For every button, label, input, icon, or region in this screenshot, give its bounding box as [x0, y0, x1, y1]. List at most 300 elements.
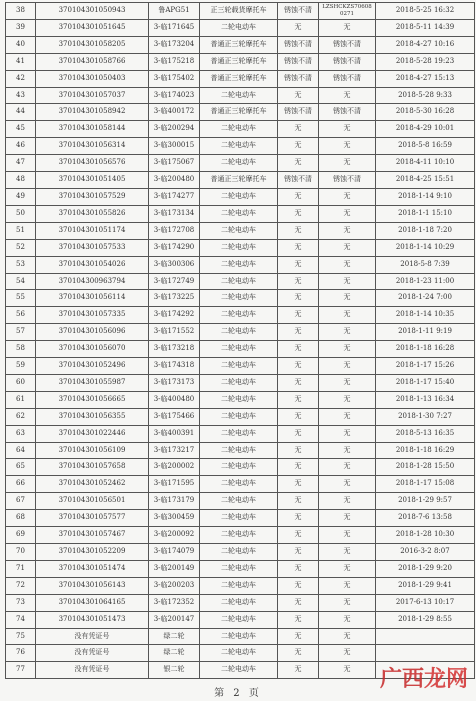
- cell-vehicle-type: 二轮电动车: [200, 560, 278, 577]
- cell-row-number: 50: [6, 205, 36, 222]
- cell-seized-time: 2018-7-6 13:58: [376, 510, 475, 527]
- cell-row-number: 53: [6, 256, 36, 273]
- cell-plate-number: 3-临200092: [149, 527, 200, 544]
- cell-engine-number: 无: [278, 290, 319, 307]
- cell-frame-number: 无: [319, 611, 376, 628]
- cell-row-number: 54: [6, 273, 36, 290]
- cell-voucher-number: 370104301056314: [36, 138, 149, 155]
- table-row: [6, 36, 475, 53]
- cell-voucher-number: 370104301058766: [36, 53, 149, 70]
- cell-frame-number: 无: [319, 358, 376, 375]
- cell-frame-number: 无: [319, 121, 376, 138]
- cell-row-number: 43: [6, 87, 36, 104]
- cell-voucher-number: 370104301052209: [36, 544, 149, 561]
- cell-row-number: 51: [6, 222, 36, 239]
- cell-vehicle-type: 二轮电动车: [200, 391, 278, 408]
- cell-seized-time: 2018-1-17 15:26: [376, 358, 475, 375]
- cell-plate-number: 3-临173134: [149, 205, 200, 222]
- cell-seized-time: 2018-4-27 15:13: [376, 70, 475, 87]
- cell-frame-number: 无: [319, 239, 376, 256]
- cell-frame-number: 无: [319, 138, 376, 155]
- watermark-text-part2: 龙网: [423, 667, 468, 692]
- cell-row-number: 55: [6, 290, 36, 307]
- cell-row-number: 60: [6, 374, 36, 391]
- cell-plate-number: 3-临200294: [149, 121, 200, 138]
- cell-seized-time: 2018-1-23 11:00: [376, 273, 475, 290]
- cell-seized-time: 2018-1-14 10:29: [376, 239, 475, 256]
- cell-vehicle-type: 二轮电动车: [200, 459, 278, 476]
- cell-row-number: 47: [6, 155, 36, 172]
- table-row: [6, 544, 475, 561]
- cell-engine-number: 无: [278, 155, 319, 172]
- cell-vehicle-type: 二轮电动车: [200, 87, 278, 104]
- cell-vehicle-type: 二轮电动车: [200, 442, 278, 459]
- table-row: [6, 358, 475, 375]
- cell-plate-number: 3-临174318: [149, 358, 200, 375]
- cell-plate-number: 银二轮: [149, 662, 200, 679]
- cell-engine-number: 无: [278, 188, 319, 205]
- cell-frame-number: 无: [319, 594, 376, 611]
- cell-vehicle-type: 二轮电动车: [200, 290, 278, 307]
- cell-engine-number: 无: [278, 121, 319, 138]
- cell-seized-time: 2018-1-18 16:28: [376, 341, 475, 358]
- cell-voucher-number: 没有凭证号: [36, 645, 149, 662]
- cell-frame-number: 无: [319, 645, 376, 662]
- cell-engine-number: 无: [278, 391, 319, 408]
- cell-seized-time: 2018-1-29 9:41: [376, 577, 475, 594]
- cell-frame-number: 无: [319, 493, 376, 510]
- cell-engine-number: 锈蚀不清: [278, 36, 319, 53]
- cell-frame-number: 无: [319, 459, 376, 476]
- cell-engine-number: 锈蚀不清: [278, 172, 319, 189]
- cell-vehicle-type: 二轮电动车: [200, 544, 278, 561]
- cell-row-number: 72: [6, 577, 36, 594]
- cell-engine-number: 无: [278, 273, 319, 290]
- cell-voucher-number: 370104301051645: [36, 19, 149, 36]
- cell-plate-number: 3-临173217: [149, 442, 200, 459]
- cell-engine-number: 无: [278, 459, 319, 476]
- cell-frame-number: 无: [319, 87, 376, 104]
- cell-row-number: 45: [6, 121, 36, 138]
- cell-engine-number: 锈蚀不清: [278, 53, 319, 70]
- cell-seized-time: 2018-1-14 10:35: [376, 307, 475, 324]
- table-row: [6, 527, 475, 544]
- cell-row-number: 76: [6, 645, 36, 662]
- cell-voucher-number: 370104301057335: [36, 307, 149, 324]
- cell-seized-time: 2018-5-11 14:39: [376, 19, 475, 36]
- cell-row-number: 77: [6, 662, 36, 679]
- cell-voucher-number: 370104301056355: [36, 408, 149, 425]
- cell-engine-number: 无: [278, 239, 319, 256]
- cell-row-number: 41: [6, 53, 36, 70]
- cell-seized-time: 2018-4-25 15:51: [376, 172, 475, 189]
- cell-engine-number: 锈蚀不清: [278, 3, 319, 20]
- cell-seized-time: 2018-5-8 16:59: [376, 138, 475, 155]
- cell-voucher-number: 没有凭证号: [36, 628, 149, 645]
- cell-voucher-number: 370104301058942: [36, 104, 149, 121]
- table-row: [6, 307, 475, 324]
- cell-seized-time: 2018-1-11 9:19: [376, 324, 475, 341]
- cell-vehicle-type: 二轮电动车: [200, 594, 278, 611]
- cell-frame-number: 无: [319, 222, 376, 239]
- cell-frame-number: 无: [319, 273, 376, 290]
- cell-frame-number: 无: [319, 256, 376, 273]
- watermark-text-part1: 广西: [379, 667, 424, 692]
- cell-plate-number: 3-临171645: [149, 19, 200, 36]
- cell-frame-number: 无: [319, 560, 376, 577]
- cell-vehicle-type: 二轮电动车: [200, 358, 278, 375]
- cell-vehicle-type: 二轮电动车: [200, 188, 278, 205]
- cell-seized-time: [376, 645, 475, 662]
- cell-seized-time: 2018-1-14 9:10: [376, 188, 475, 205]
- cell-frame-number: 无: [319, 544, 376, 561]
- cell-voucher-number: 没有凭证号: [36, 662, 149, 679]
- cell-row-number: 65: [6, 459, 36, 476]
- cell-frame-number: 无: [319, 628, 376, 645]
- cell-voucher-number: 370104301056114: [36, 290, 149, 307]
- cell-frame-number: 无: [319, 662, 376, 679]
- cell-voucher-number: 370104301052496: [36, 358, 149, 375]
- cell-vehicle-type: 普通正三轮摩托车: [200, 36, 278, 53]
- cell-row-number: 70: [6, 544, 36, 561]
- cell-seized-time: 2017-6-13 10:17: [376, 594, 475, 611]
- cell-vehicle-type: 正三轮载货摩托车: [200, 3, 278, 20]
- cell-voucher-number: 370104301050403: [36, 70, 149, 87]
- cell-engine-number: 无: [278, 87, 319, 104]
- cell-row-number: 75: [6, 628, 36, 645]
- cell-voucher-number: 370104301064165: [36, 594, 149, 611]
- cell-seized-time: 2018-1-18 7:20: [376, 222, 475, 239]
- cell-engine-number: 无: [278, 594, 319, 611]
- cell-plate-number: 3-临300015: [149, 138, 200, 155]
- cell-plate-number: 3-临174079: [149, 544, 200, 561]
- cell-plate-number: 3-临200002: [149, 459, 200, 476]
- cell-plate-number: 3-临174292: [149, 307, 200, 324]
- cell-frame-number: 锈蚀不清: [319, 53, 376, 70]
- cell-vehicle-type: 二轮电动车: [200, 256, 278, 273]
- table-row: [6, 290, 475, 307]
- table-row: [6, 138, 475, 155]
- cell-plate-number: 3-临171595: [149, 476, 200, 493]
- cell-engine-number: 无: [278, 408, 319, 425]
- vehicle-list-table-container: [5, 2, 475, 679]
- cell-voucher-number: 370104301057529: [36, 188, 149, 205]
- cell-voucher-number: 370104301057467: [36, 527, 149, 544]
- cell-vehicle-type: 二轮电动车: [200, 307, 278, 324]
- cell-voucher-number: 370104301057037: [36, 87, 149, 104]
- cell-plate-number: 3-临173225: [149, 290, 200, 307]
- table-row: [6, 188, 475, 205]
- cell-voucher-number: 370104301055826: [36, 205, 149, 222]
- cell-row-number: 62: [6, 408, 36, 425]
- cell-vehicle-type: 普通正三轮摩托车: [200, 172, 278, 189]
- cell-seized-time: 2016-3-2 8:07: [376, 544, 475, 561]
- cell-frame-number: 无: [319, 476, 376, 493]
- cell-engine-number: 无: [278, 527, 319, 544]
- cell-seized-time: 2018-1-17 15:40: [376, 374, 475, 391]
- cell-seized-time: 2018-1-29 9:57: [376, 493, 475, 510]
- cell-row-number: 67: [6, 493, 36, 510]
- cell-vehicle-type: 二轮电动车: [200, 628, 278, 645]
- cell-vehicle-type: 普通正三轮摩托车: [200, 53, 278, 70]
- cell-plate-number: 3-临173204: [149, 36, 200, 53]
- cell-row-number: 74: [6, 611, 36, 628]
- table-row: [6, 645, 475, 662]
- cell-vehicle-type: 二轮电动车: [200, 493, 278, 510]
- cell-engine-number: 无: [278, 611, 319, 628]
- cell-seized-time: 2018-1-29 8:55: [376, 611, 475, 628]
- cell-seized-time: [376, 628, 475, 645]
- cell-frame-number: 无: [319, 577, 376, 594]
- cell-plate-number: 3-临200149: [149, 560, 200, 577]
- cell-row-number: 56: [6, 307, 36, 324]
- cell-plate-number: 3-临300306: [149, 256, 200, 273]
- cell-voucher-number: 370104301056109: [36, 442, 149, 459]
- cell-voucher-number: 370104301022446: [36, 425, 149, 442]
- cell-engine-number: 锈蚀不清: [278, 104, 319, 121]
- cell-row-number: 61: [6, 391, 36, 408]
- cell-plate-number: 3-临175466: [149, 408, 200, 425]
- cell-voucher-number: 370104301050943: [36, 3, 149, 20]
- table-row: [6, 341, 475, 358]
- cell-row-number: 38: [6, 3, 36, 20]
- cell-voucher-number: 370104301056665: [36, 391, 149, 408]
- cell-seized-time: 2018-5-30 16:28: [376, 104, 475, 121]
- table-row: [6, 104, 475, 121]
- cell-plate-number: 3-临174290: [149, 239, 200, 256]
- cell-engine-number: 无: [278, 662, 319, 679]
- cell-seized-time: 2018-4-11 10:10: [376, 155, 475, 172]
- cell-engine-number: 无: [278, 324, 319, 341]
- cell-seized-time: 2018-1-28 15:50: [376, 459, 475, 476]
- cell-vehicle-type: 二轮电动车: [200, 645, 278, 662]
- cell-vehicle-type: 二轮电动车: [200, 19, 278, 36]
- cell-vehicle-type: 二轮电动车: [200, 121, 278, 138]
- cell-frame-number: 无: [319, 391, 376, 408]
- table-row: [6, 155, 475, 172]
- cell-seized-time: 2018-5-28 9:33: [376, 87, 475, 104]
- cell-vehicle-type: 二轮电动车: [200, 408, 278, 425]
- cell-plate-number: 3-临300459: [149, 510, 200, 527]
- cell-vehicle-type: 二轮电动车: [200, 374, 278, 391]
- cell-plate-number: 3-临200203: [149, 577, 200, 594]
- cell-frame-number: LZSHCKZS70608 0271: [319, 3, 376, 20]
- cell-seized-time: 2018-5-28 19:23: [376, 53, 475, 70]
- cell-engine-number: 无: [278, 544, 319, 561]
- table-row: [6, 560, 475, 577]
- cell-engine-number: 无: [278, 374, 319, 391]
- table-row: [6, 408, 475, 425]
- cell-row-number: 48: [6, 172, 36, 189]
- table-row: [6, 256, 475, 273]
- cell-frame-number: 无: [319, 374, 376, 391]
- cell-voucher-number: 370104301051473: [36, 611, 149, 628]
- table-row: [6, 374, 475, 391]
- cell-vehicle-type: 普通正三轮摩托车: [200, 104, 278, 121]
- cell-frame-number: 无: [319, 188, 376, 205]
- cell-frame-number: 无: [319, 527, 376, 544]
- cell-frame-number: 锈蚀不清: [319, 70, 376, 87]
- cell-plate-number: 3-临400480: [149, 391, 200, 408]
- cell-engine-number: 无: [278, 442, 319, 459]
- table-row: [6, 577, 475, 594]
- cell-plate-number: 3-临174277: [149, 188, 200, 205]
- cell-row-number: 52: [6, 239, 36, 256]
- cell-plate-number: 3-临200147: [149, 611, 200, 628]
- cell-voucher-number: 370104301051474: [36, 560, 149, 577]
- cell-row-number: 66: [6, 476, 36, 493]
- cell-row-number: 40: [6, 36, 36, 53]
- cell-seized-time: 2018-1-13 16:34: [376, 391, 475, 408]
- cell-frame-number: 无: [319, 408, 376, 425]
- cell-engine-number: 无: [278, 510, 319, 527]
- cell-frame-number: 无: [319, 307, 376, 324]
- cell-vehicle-type: 二轮电动车: [200, 341, 278, 358]
- cell-voucher-number: 370104301056576: [36, 155, 149, 172]
- cell-frame-number: 无: [319, 155, 376, 172]
- cell-plate-number: 3-临200480: [149, 172, 200, 189]
- table-row: [6, 611, 475, 628]
- cell-engine-number: 无: [278, 307, 319, 324]
- cell-frame-number: 锈蚀不清: [319, 104, 376, 121]
- table-row: [6, 510, 475, 527]
- cell-frame-number: 无: [319, 19, 376, 36]
- cell-voucher-number: 370104301056501: [36, 493, 149, 510]
- cell-engine-number: 无: [278, 222, 319, 239]
- cell-voucher-number: 370104301058144: [36, 121, 149, 138]
- table-row: [6, 172, 475, 189]
- table-row: [6, 239, 475, 256]
- cell-frame-number: 锈蚀不清: [319, 172, 376, 189]
- cell-row-number: 64: [6, 442, 36, 459]
- cell-seized-time: 2018-4-29 10:01: [376, 121, 475, 138]
- cell-engine-number: 无: [278, 560, 319, 577]
- table-row: [6, 391, 475, 408]
- cell-vehicle-type: 二轮电动车: [200, 510, 278, 527]
- table-row: [6, 324, 475, 341]
- cell-vehicle-type: 二轮电动车: [200, 138, 278, 155]
- cell-plate-number: 绿二轮: [149, 645, 200, 662]
- cell-voucher-number: 370104301051405: [36, 172, 149, 189]
- table-row: [6, 205, 475, 222]
- table-row: [6, 594, 475, 611]
- cell-plate-number: 3-临175218: [149, 53, 200, 70]
- cell-row-number: 57: [6, 324, 36, 341]
- cell-engine-number: 无: [278, 19, 319, 36]
- table-row: [6, 87, 475, 104]
- cell-row-number: 58: [6, 341, 36, 358]
- cell-seized-time: 2018-4-27 10:16: [376, 36, 475, 53]
- cell-vehicle-type: 二轮电动车: [200, 155, 278, 172]
- cell-frame-number: 无: [319, 341, 376, 358]
- cell-vehicle-type: 普通正三轮摩托车: [200, 70, 278, 87]
- cell-plate-number: 3-临173173: [149, 374, 200, 391]
- cell-plate-number: 3-临172352: [149, 594, 200, 611]
- cell-row-number: 46: [6, 138, 36, 155]
- cell-plate-number: 3-临400172: [149, 104, 200, 121]
- cell-voucher-number: 370104301057658: [36, 459, 149, 476]
- cell-engine-number: 无: [278, 425, 319, 442]
- cell-vehicle-type: 二轮电动车: [200, 324, 278, 341]
- cell-voucher-number: 370104301051174: [36, 222, 149, 239]
- vehicle-list-body: [6, 3, 475, 679]
- table-row: [6, 476, 475, 493]
- table-row: [6, 3, 475, 20]
- cell-row-number: 49: [6, 188, 36, 205]
- cell-row-number: 44: [6, 104, 36, 121]
- table-row: [6, 493, 475, 510]
- cell-row-number: 63: [6, 425, 36, 442]
- cell-vehicle-type: 二轮电动车: [200, 239, 278, 256]
- cell-plate-number: 3-临400391: [149, 425, 200, 442]
- cell-seized-time: 2018-1-24 7:00: [376, 290, 475, 307]
- cell-seized-time: 2018-1-30 7:27: [376, 408, 475, 425]
- cell-plate-number: 3-临172708: [149, 222, 200, 239]
- cell-frame-number: 无: [319, 205, 376, 222]
- cell-engine-number: 锈蚀不清: [278, 70, 319, 87]
- page-number: 第 2 页: [214, 688, 262, 699]
- cell-voucher-number: 370104301057533: [36, 239, 149, 256]
- cell-voucher-number: 370104301056070: [36, 341, 149, 358]
- cell-row-number: 69: [6, 527, 36, 544]
- cell-engine-number: 无: [278, 358, 319, 375]
- cell-row-number: 59: [6, 358, 36, 375]
- table-row: [6, 628, 475, 645]
- cell-seized-time: 2018-5-25 16:32: [376, 3, 475, 20]
- cell-voucher-number: 370104301056096: [36, 324, 149, 341]
- cell-seized-time: 2018-5-13 16:35: [376, 425, 475, 442]
- cell-vehicle-type: 二轮电动车: [200, 273, 278, 290]
- cell-seized-time: 2018-1-17 15:08: [376, 476, 475, 493]
- cell-frame-number: 锈蚀不清: [319, 36, 376, 53]
- cell-row-number: 71: [6, 560, 36, 577]
- table-row: [6, 459, 475, 476]
- cell-row-number: 39: [6, 19, 36, 36]
- cell-vehicle-type: 二轮电动车: [200, 222, 278, 239]
- watermark-logo: [380, 662, 468, 693]
- cell-seized-time: 2018-1-29 9:20: [376, 560, 475, 577]
- cell-voucher-number: 370104301057577: [36, 510, 149, 527]
- cell-vehicle-type: 二轮电动车: [200, 527, 278, 544]
- table-row: [6, 442, 475, 459]
- cell-frame-number: 无: [319, 290, 376, 307]
- cell-vehicle-type: 二轮电动车: [200, 425, 278, 442]
- cell-plate-number: 鲁APG51: [149, 3, 200, 20]
- cell-voucher-number: 370104301055987: [36, 374, 149, 391]
- cell-plate-number: 绿二轮: [149, 628, 200, 645]
- cell-vehicle-type: 二轮电动车: [200, 611, 278, 628]
- cell-frame-number: 无: [319, 425, 376, 442]
- cell-engine-number: 无: [278, 476, 319, 493]
- table-row: [6, 222, 475, 239]
- cell-plate-number: 3-临173218: [149, 341, 200, 358]
- cell-vehicle-type: 二轮电动车: [200, 205, 278, 222]
- cell-vehicle-type: 二轮电动车: [200, 662, 278, 679]
- table-row: [6, 273, 475, 290]
- cell-voucher-number: 370104301056143: [36, 577, 149, 594]
- cell-frame-number: 无: [319, 442, 376, 459]
- cell-voucher-number: 370104301052462: [36, 476, 149, 493]
- cell-row-number: 73: [6, 594, 36, 611]
- cell-engine-number: 无: [278, 256, 319, 273]
- cell-seized-time: 2018-1-1 15:10: [376, 205, 475, 222]
- cell-engine-number: 无: [278, 577, 319, 594]
- cell-engine-number: 无: [278, 138, 319, 155]
- table-row: [6, 121, 475, 138]
- cell-engine-number: 无: [278, 645, 319, 662]
- cell-plate-number: 3-临173179: [149, 493, 200, 510]
- cell-engine-number: 无: [278, 341, 319, 358]
